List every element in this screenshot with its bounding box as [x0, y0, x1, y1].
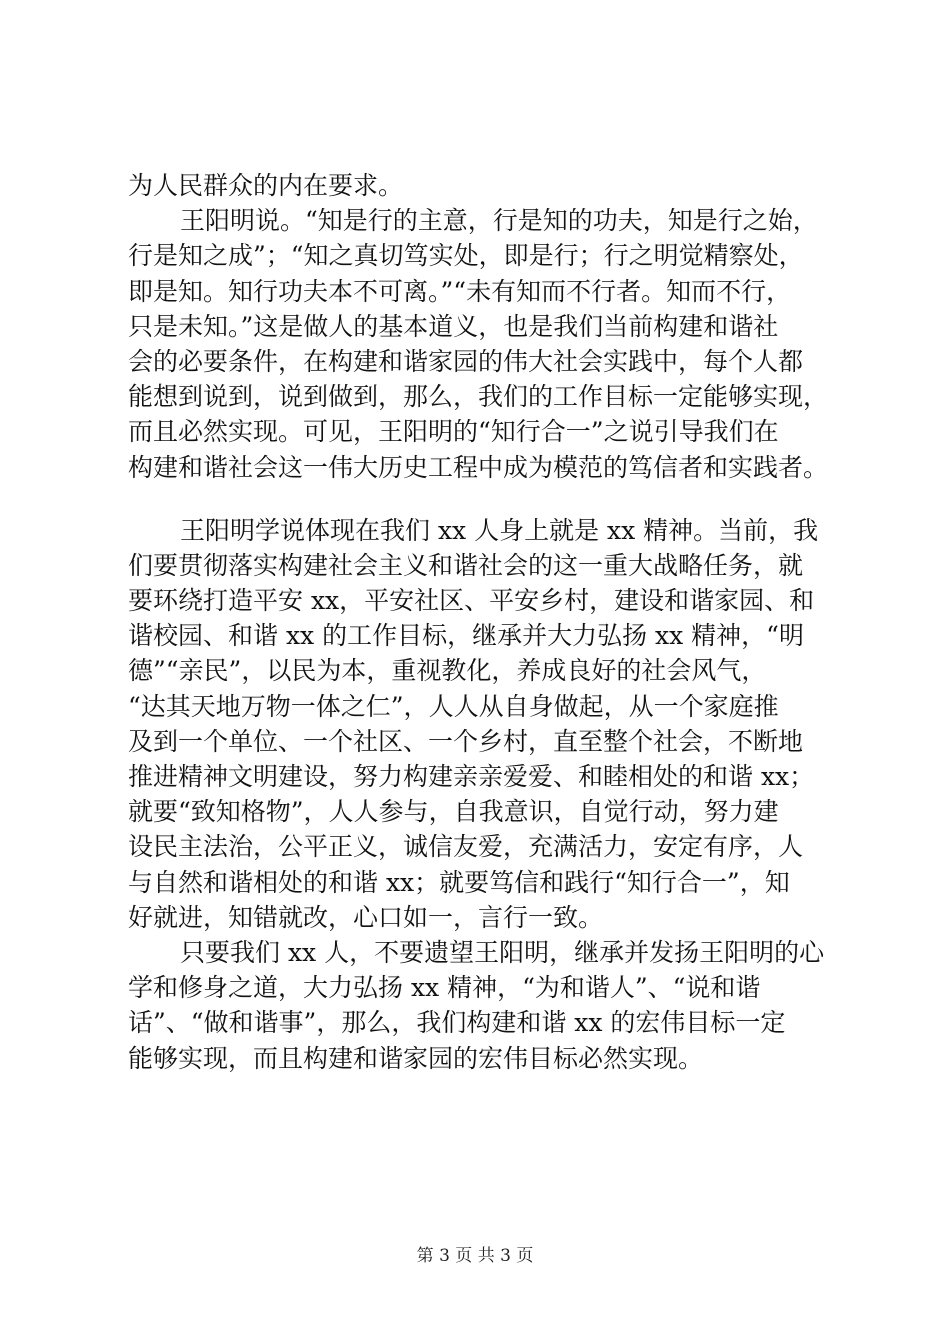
text-line: 话”、“做和谐事”，那么，我们构建和谐 xx 的宏伟目标一定: [128, 1008, 786, 1038]
paragraph: [128, 935, 840, 1076]
text-line: 会的必要条件，在构建和谐家园的伟大社会实践中，每个人都: [128, 346, 804, 376]
text-line: 好就进，知错就改，心口如一，言行一致。: [128, 902, 604, 932]
paragraph: [128, 203, 840, 485]
text-line: 即是知。知行功夫本不可离。”“未有知而不行者。知而不行，: [128, 276, 792, 306]
text-line: 王阳明学说体现在我们 xx 人身上就是 xx 精神。当前，我: [180, 515, 819, 545]
text-line: 而且必然实现。可见，王阳明的“知行合一”之说引导我们在: [128, 417, 779, 447]
page-footer: 第 3 页 共 3 页: [416, 1246, 534, 1266]
text-line: 能想到说到，说到做到，那么，我们的工作目标一定能够实现，: [128, 382, 829, 412]
text-line: 推进精神文明建设，努力构建亲亲爱爱、和睦相处的和谐 xx；: [128, 762, 815, 791]
text-line: 为人民群众的内在要求。: [128, 171, 404, 200]
text-line: 要环绕打造平安 xx，平安社区、平安乡村，建设和谐家园、和: [128, 586, 815, 616]
text-line: 与自然和谐相处的和谐 xx；就要笃信和践行“知行合一”，知: [128, 867, 790, 897]
text-line: 能够实现，而且构建和谐家园的宏伟目标必然实现。: [128, 1043, 704, 1073]
text-line: 谐校园、和谐 xx 的工作目标，继承并大力弘扬 xx 精神，“明: [128, 621, 804, 651]
paragraph: [128, 513, 840, 935]
paragraph-gap: [128, 485, 840, 513]
paragraph: [128, 168, 840, 203]
text-line: 王阳明说。“知是行的主意，行是知的功夫，知是行之始，: [180, 206, 818, 236]
text-line: 们要贯彻落实构建社会主义和谐社会的这一重大战略任务，就: [128, 550, 804, 580]
text-line: 只要我们 xx 人，不要遗望王阳明，继承并发扬王阳明的心: [180, 937, 825, 967]
text-line: 及到一个单位、一个社区、一个乡村，直至整个社会，不断地: [128, 726, 804, 756]
body-text: [128, 168, 840, 1076]
text-line: 学和修身之道，大力弘扬 xx 精神，“为和谐人”、“说和谐: [128, 973, 761, 1003]
text-line: 设民主法治，公平正义，诚信友爱，充满活力，安定有序，人: [128, 832, 804, 862]
text-line: 行是知之成”；“知之真切笃实处，即是行；行之明觉精察处，: [128, 241, 804, 271]
text-line: 只是未知。”这是做人的基本道义，也是我们当前构建和谐社: [128, 311, 779, 341]
text-line: 德”“亲民”，以民为本，重视教化，养成良好的社会风气，: [128, 656, 767, 686]
text-line: 构建和谐社会这一伟大历史工程中成为模范的笃信者和实践者。: [128, 452, 829, 482]
text-line: “达其天地万物一体之仁”，人人从自身做起，从一个家庭推: [128, 691, 779, 721]
text-line: 就要“致知格物”，人人参与，自我意识，自觉行动，努力建: [128, 797, 779, 827]
